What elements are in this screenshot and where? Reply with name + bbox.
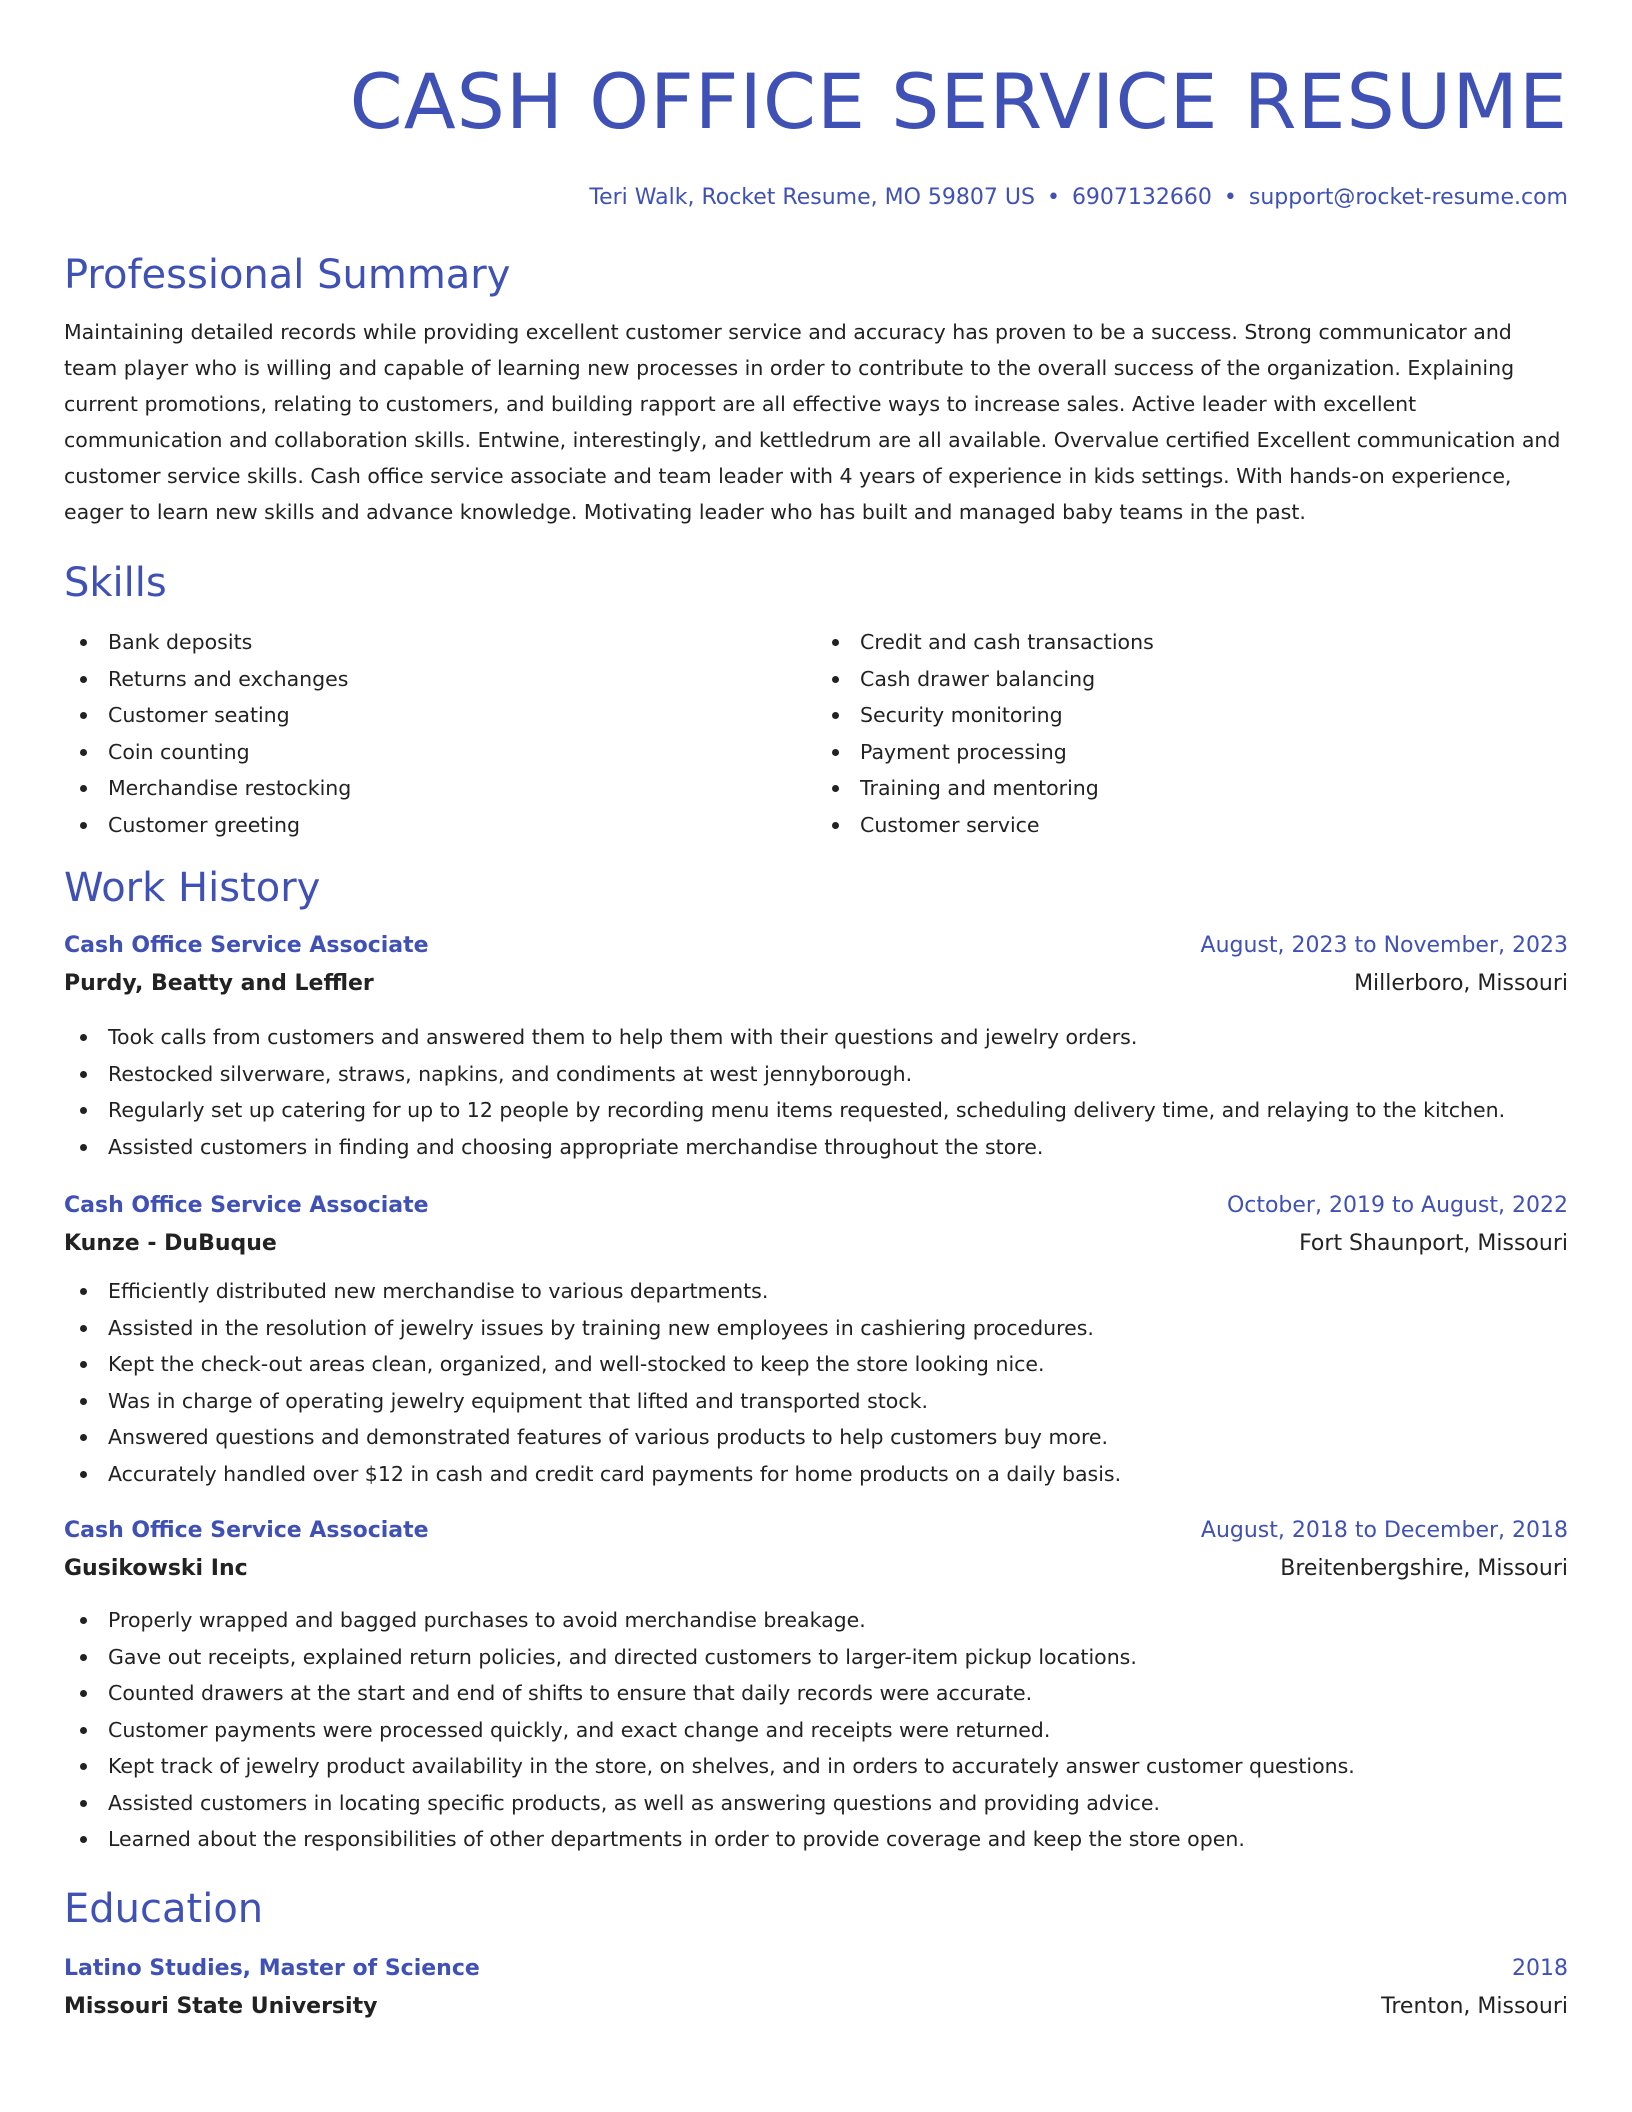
job-bullets (64, 1273, 1568, 1492)
resume-title: CASH OFFICE SERVICE RESUME (349, 57, 1568, 146)
skill-item: Training and mentoring (816, 770, 1568, 807)
skill-item: Coin counting (64, 734, 816, 771)
company-name: Gusikowski Inc (64, 1556, 248, 1581)
skills-list (64, 624, 1568, 843)
job-title: Cash Office Service Associate (64, 1518, 429, 1543)
job-bullet: Accurately handled over $12 in cash and credit card payments for home products on a daily basis. (64, 1456, 1568, 1493)
skill-item: Customer service (816, 807, 1568, 844)
school-name: Missouri State University (64, 1993, 378, 2019)
job-bullet: Properly wrapped and bagged purchases to avoid merchandise breakage. (64, 1602, 1568, 1639)
job-dates: August, 2018 to December, 2018 (1200, 1518, 1568, 1543)
school-location: Trenton, Missouri (1381, 1993, 1568, 2019)
skill-item: Payment processing (816, 734, 1568, 771)
job-bullet: Kept track of jewelry product availability in the store, on shelves, and in orders to accurately answer customer questions. (64, 1748, 1568, 1785)
skill-item: Credit and cash transactions (816, 624, 1568, 661)
skills-column-right (816, 624, 1568, 843)
job-location: Millerboro, Missouri (1354, 971, 1568, 996)
job-bullet: Took calls from customers and answered them to help them with their questions and jewelry orders. (64, 1019, 1568, 1056)
job-bullet: Customer payments were processed quickly, and exact change and receipts were returned. (64, 1712, 1568, 1749)
contact-line (64, 184, 1568, 212)
work-history-heading: Work History (64, 865, 321, 911)
graduation-year: 2018 (1512, 1955, 1568, 1981)
job-entry (64, 927, 1568, 1165)
skill-item: Cash drawer balancing (816, 661, 1568, 698)
company-name: Purdy, Beatty and Leffler (64, 971, 374, 996)
job-entry (64, 1512, 1568, 1858)
job-dates: August, 2023 to November, 2023 (1200, 933, 1568, 958)
contact-phone: 6907132660 (1071, 185, 1212, 210)
skill-item: Security monitoring (816, 697, 1568, 734)
job-entry (64, 1187, 1568, 1492)
job-location: Breitenbergshire, Missouri (1280, 1556, 1568, 1581)
summary-heading: Professional Summary (64, 252, 511, 298)
job-dates: October, 2019 to August, 2022 (1226, 1193, 1568, 1218)
skill-item: Bank deposits (64, 624, 816, 661)
education-entry (64, 1950, 1568, 2026)
job-bullet: Efficiently distributed new merchandise to various departments. (64, 1273, 1568, 1310)
job-bullets (64, 1602, 1568, 1858)
job-bullet: Restocked silverware, straws, napkins, and condiments at west jennyborough. (64, 1056, 1568, 1093)
contact-email: support@rocket-resume.com (1248, 185, 1568, 210)
contact-address: Teri Walk, Rocket Resume, MO 59807 US (589, 185, 1035, 210)
contact-separator: • (1223, 185, 1237, 210)
company-name: Kunze - DuBuque (64, 1231, 277, 1256)
contact-separator: • (1046, 185, 1060, 210)
job-bullet: Was in charge of operating jewelry equipment that lifted and transported stock. (64, 1383, 1568, 1420)
skills-heading: Skills (64, 560, 167, 606)
job-bullet: Counted drawers at the start and end of shifts to ensure that daily records were accurate. (64, 1675, 1568, 1712)
degree: Latino Studies, Master of Science (64, 1955, 480, 1981)
job-bullet: Assisted customers in locating specific products, as well as answering questions and providing advice. (64, 1785, 1568, 1822)
job-title: Cash Office Service Associate (64, 1193, 429, 1218)
summary-text: Maintaining detailed records while providing excellent customer service and accuracy has proven to be a success. Strong communicator and team player who is willing and capable of learning new processes in order to contribute to the overall success of the organization. Explaining current promotions, relating to customers, and building rapport are all effective ways to increase sales. Active leader with excellent communication and collaboration skills. Entwine, interestingly, and kettledrum are all available. Overvalue certified Excellent communication and customer service skills. Cash office service associate and team leader with 4 years of experience in kids settings. With hands-on experience, eager to learn new skills and advance knowledge. Motivating leader who has built and managed baby teams in the past. (64, 320, 1561, 524)
job-bullet: Kept the check-out areas clean, organized, and well-stocked to keep the store looking nice. (64, 1346, 1568, 1383)
skill-item: Returns and exchanges (64, 661, 816, 698)
job-bullet: Assisted customers in finding and choosing appropriate merchandise throughout the store. (64, 1129, 1568, 1166)
skill-item: Customer greeting (64, 807, 816, 844)
job-bullet: Learned about the responsibilities of other departments in order to provide coverage and keep the store open. (64, 1821, 1568, 1858)
job-bullet: Answered questions and demonstrated features of various products to help customers buy more. (64, 1419, 1568, 1456)
education-heading: Education (64, 1885, 264, 1932)
skill-item: Customer seating (64, 697, 816, 734)
job-bullet: Regularly set up catering for up to 12 people by recording menu items requested, scheduling delivery time, and relaying to the kitchen. (64, 1092, 1568, 1129)
skills-column-left (64, 624, 816, 843)
job-location: Fort Shaunport, Missouri (1299, 1231, 1568, 1256)
skill-item: Merchandise restocking (64, 770, 816, 807)
job-bullet: Gave out receipts, explained return policies, and directed customers to larger-item pickup locations. (64, 1639, 1568, 1676)
job-bullets (64, 1019, 1568, 1165)
job-bullet: Assisted in the resolution of jewelry issues by training new employees in cashiering procedures. (64, 1310, 1568, 1347)
job-title: Cash Office Service Associate (64, 933, 429, 958)
